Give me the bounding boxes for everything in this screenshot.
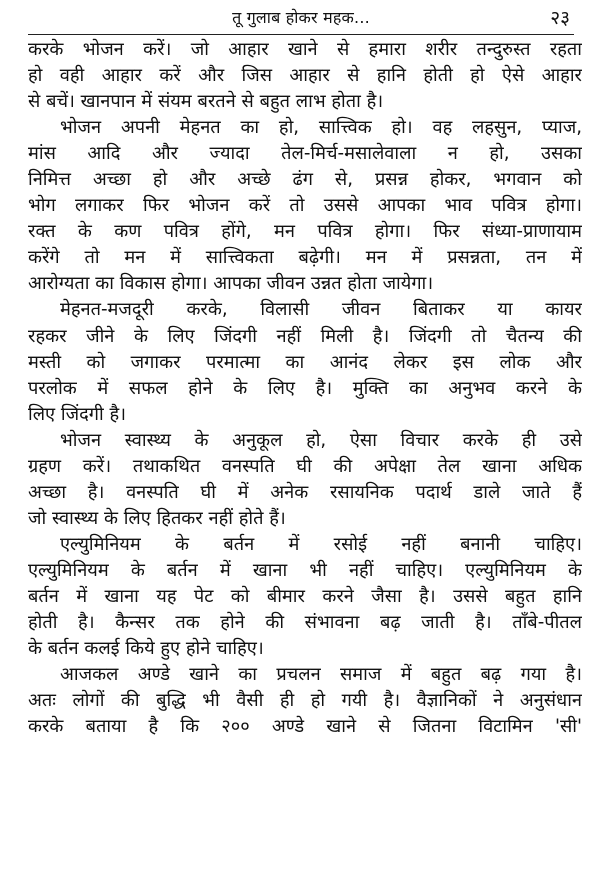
- text-line: मस्ती को जगाकर परमात्मा का आनंद लेकर इस लोक और: [28, 351, 582, 373]
- text-line: आजकल अण्डे खाने का प्रचलन समाज में बहुत बढ़ गया है।: [60, 664, 582, 686]
- page-number: २३: [550, 7, 570, 29]
- text-line: निमित्त अच्छा हो और अच्छे ढंग से, प्रसन्न होकर, भगवान को: [28, 169, 582, 191]
- text-line: भोजन अपनी मेहनत का हो, सात्त्विक हो। वह लहसुन, प्याज,: [60, 117, 582, 139]
- text-line: ग्रहण करें। तथाकथित वनस्पति घी की अपेक्षा तेल खाना अधिक: [28, 455, 582, 477]
- text-line: आरोग्यता का विकास होगा। आपका जीवन उन्नत होता जायेगा।: [28, 273, 434, 295]
- text-line: से बचें। खानपान में संयम बरतने से बहुत लाभ होता है।: [28, 91, 384, 113]
- text-line: बर्तन में खाना यह पेट को बीमार करने जैसा है। उससे बहुत हानि: [28, 585, 582, 607]
- text-line: लिए जिंदगी है।: [28, 403, 127, 425]
- text-line: होती है। कैन्सर तक होने की संभावना बढ़ जाती है। ताँबे-पीतल: [28, 612, 582, 634]
- text-line: अतः लोगों की बुद्धि भी वैसी ही हो गयी है। वैज्ञानिकों ने अनुसंधान: [28, 690, 582, 712]
- text-line: के बर्तन कलई किये हुए होने चाहिए।: [28, 638, 264, 660]
- text-line: हो वही आहार करें और जिस आहार से हानि होती हो ऐसे आहार: [28, 65, 582, 87]
- text-line: करके बताया है कि २०० अण्डे खाने से जितना विटामिन 'सी': [28, 716, 582, 738]
- text-line: करके भोजन करें। जो आहार खाने से हमारा शरीर तन्दुरुस्त रहता: [28, 39, 582, 60]
- text-line: एल्युमिनियम के बर्तन में रसोई नहीं बनानी चाहिए।: [60, 533, 582, 555]
- text-line: मेहनत-मजदूरी करके, विलासी जीवन बिताकर या कायर: [60, 299, 582, 321]
- text-line: एल्युमिनियम के बर्तन में खाना भी नहीं चाहिए। एल्युमिनियम के: [28, 559, 582, 581]
- text-line: भोग लगाकर फिर भोजन करें तो उससे आपका भाव पवित्र होगा।: [28, 195, 582, 217]
- running-title: तू गुलाब होकर महक...: [232, 8, 370, 27]
- text-line: परलोक में सफल होने के लिए है। मुक्ति का अनुभव करने के: [28, 377, 582, 399]
- text-line: अच्छा है। वनस्पति घी में अनेक रसायनिक पदार्थ डाले जाते हैं: [28, 481, 582, 503]
- text-line: मांस आदि और ज्यादा तेल-मिर्च-मसालेवाला न हो, उसका: [28, 143, 582, 165]
- text-line: करेंगे तो मन में सात्त्विकता बढ़ेगी। मन में प्रसन्नता, तन में: [28, 247, 582, 269]
- text-line: रहकर जीने के लिए जिंदगी नहीं मिली है। जिंदगी तो चैतन्य की: [28, 325, 582, 347]
- body-text: [28, 37, 582, 740]
- text-line: रक्त के कण पवित्र होंगे, मन पवित्र होगा। फिर संध्या-प्राणायाम: [28, 221, 582, 243]
- text-line: भोजन स्वास्थ्य के अनुकूल हो, ऐसा विचार करके ही उसे: [60, 429, 582, 451]
- text-line: जो स्वास्थ्य के लिए हितकर नहीं होते हैं।: [28, 507, 286, 529]
- page-header: [28, 0, 574, 35]
